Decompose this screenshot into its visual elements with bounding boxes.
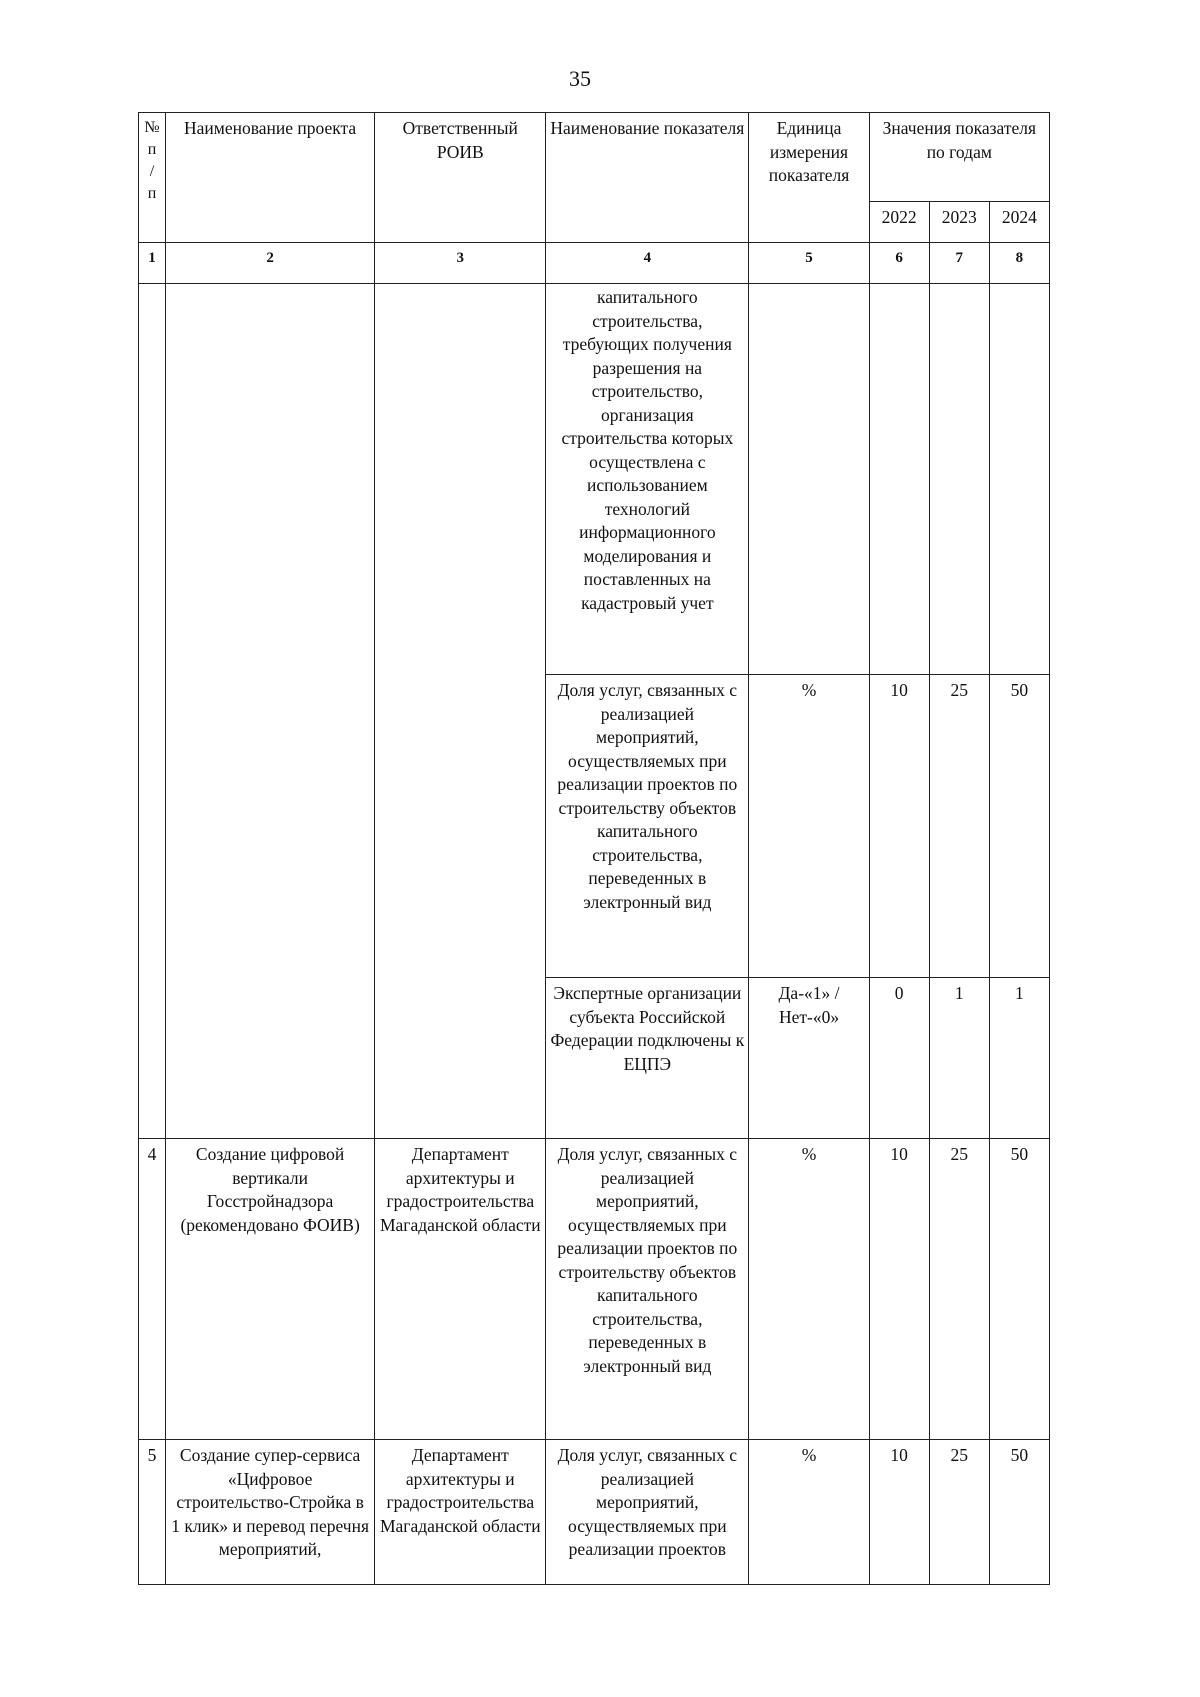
value-2022 [869, 284, 929, 675]
value-2023: 25 [929, 675, 989, 978]
value-2024: 50 [989, 675, 1049, 978]
header-row [139, 113, 1050, 202]
value-2024: 50 [989, 1139, 1049, 1440]
header-year-2024: 2024 [989, 202, 1049, 243]
value-2023: 25 [929, 1440, 989, 1585]
column-index: 1 [139, 243, 166, 284]
header-number: № п / п [139, 113, 166, 243]
page-number: 35 [569, 66, 591, 91]
indicator-name: Доля услуг, связанных с реализацией мероприятий, осуществляемых при реализации проектов по строительству объектов капитального строительства, переведенных в электронный вид [546, 675, 749, 978]
table-row [139, 1440, 1050, 1585]
indicator-name: капитального строительства, требующих получения разрешения на строительство, организация строительства которых осуществлена с использованием технологий информационного моделирования и поставленных на кадастровый учет [546, 284, 749, 675]
header-values-by-year: Значения показателя по годам [869, 113, 1049, 202]
column-index: 8 [989, 243, 1049, 284]
unit: % [749, 1139, 869, 1440]
project-name: Создание супер-сервиса «Цифровое строительство-Стройка в 1 клик» и перевод перечня мероприятий, [165, 1440, 374, 1585]
value-2022: 10 [869, 675, 929, 978]
responsible-roiv: Департамент архитектуры и градостроительства Магаданской области [375, 1440, 546, 1585]
header-year-2022: 2022 [869, 202, 929, 243]
row-number: 4 [139, 1139, 166, 1440]
responsible-roiv: Департамент архитектуры и градостроительства Магаданской области [375, 1139, 546, 1440]
value-2022: 0 [869, 978, 929, 1139]
column-index: 5 [749, 243, 869, 284]
unit: Да-«1» / Нет-«0» [749, 978, 869, 1139]
value-2023: 25 [929, 1139, 989, 1440]
unit [749, 284, 869, 675]
row-number: 5 [139, 1440, 166, 1585]
indicators-table [138, 112, 1050, 1585]
value-2023 [929, 284, 989, 675]
table-row [139, 1139, 1050, 1440]
project-name: Создание цифровой вертикали Госстройнадзора (рекомендовано ФОИВ) [165, 1139, 374, 1440]
indicator-name: Экспертные организации субъекта Российской Федерации подключены к ЕЦПЭ [546, 978, 749, 1139]
indicator-name: Доля услуг, связанных с реализацией мероприятий, осуществляемых при реализации проектов [546, 1440, 749, 1585]
indicator-name: Доля услуг, связанных с реализацией мероприятий, осуществляемых при реализации проектов по строительству объектов капитального строительства, переведенных в электронный вид [546, 1139, 749, 1440]
project-name [165, 284, 374, 1139]
header-responsible-roiv: Ответственный РОИВ [375, 113, 546, 243]
column-index: 7 [929, 243, 989, 284]
header-year-2023: 2023 [929, 202, 989, 243]
header-unit: Единица измерения показателя [749, 113, 869, 243]
column-index: 6 [869, 243, 929, 284]
column-index-row [139, 243, 1050, 284]
row-number [139, 284, 166, 1139]
header-project-name: Наименование проекта [165, 113, 374, 243]
value-2024: 50 [989, 1440, 1049, 1585]
value-2024 [989, 284, 1049, 675]
value-2022: 10 [869, 1139, 929, 1440]
value-2023: 1 [929, 978, 989, 1139]
responsible-roiv [375, 284, 546, 1139]
header-indicator-name: Наименование показателя [546, 113, 749, 243]
unit: % [749, 1440, 869, 1585]
column-index: 3 [375, 243, 546, 284]
value-2024: 1 [989, 978, 1049, 1139]
column-index: 4 [546, 243, 749, 284]
table-row [139, 284, 1050, 675]
value-2022: 10 [869, 1440, 929, 1585]
column-index: 2 [165, 243, 374, 284]
unit: % [749, 675, 869, 978]
